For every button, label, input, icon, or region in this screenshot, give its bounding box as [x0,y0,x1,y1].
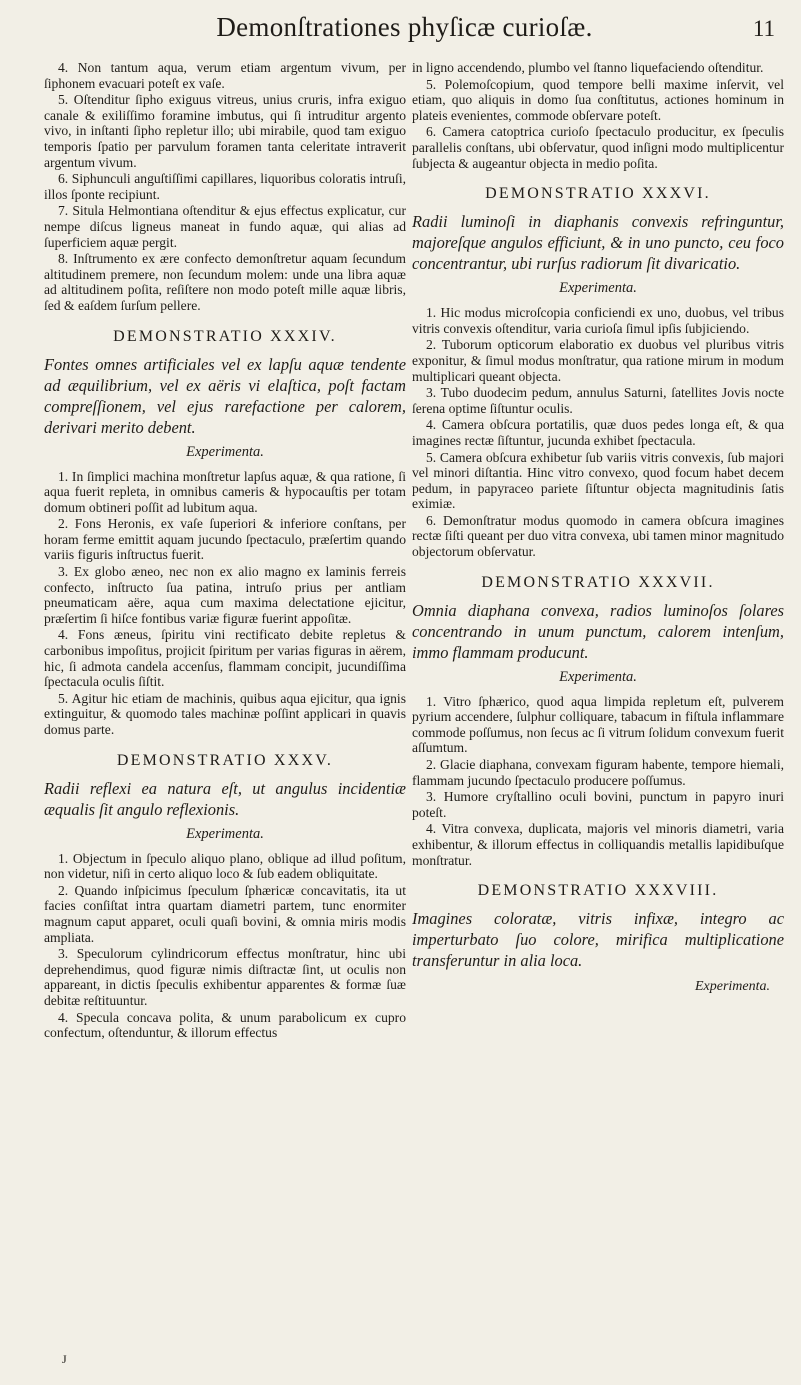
signature-mark: J [62,1352,67,1366]
experiment-item: 2. Glacie diaphana, convexam figuram habente, tempore hiemali, flammam jucundo ſpectaculo producere poſſumus. [412,757,784,788]
experiment-item: 3. Humore cryſtallino oculi bovini, punctum in papyro inuri poteſt. [412,789,784,820]
proposition: Radii luminoſi in diaphanis convexis refringuntur, majoreſque angulos efficiunt, & in uno puncto, ceu foco concentrantur, ubi rurſus radiorum ſit divaricatio. [412,212,784,274]
paragraph: 7. Situla Helmontiana oſtenditur & ejus effectus explicatur, cur nempe diſcus ligneus maneat in fundo aquæ, qui alias ad ſuperficiem aquæ pergit. [44,203,406,250]
experiment-item: 3. Speculorum cylindricorum effectus monſtratur, hinc ubi deprehendimus, quod figuræ nimis diſtractæ ſint, ut oculis non appareant, in dictis ſpeculis exhibentur apparentes & formæ ſuæ debitæ reſtituuntur. [44,946,406,1008]
paragraph: 5. Polemoſcopium, quod tempore belli maxime inſervit, vel etiam, quo aliquis in domo ſua conſtitutus, actiones hominum in plateis evenientes, commode obſervare poteſt. [412,76,784,123]
section-heading: DEMONSTRATIO XXXIV. [113,327,337,345]
paragraph: 8. Inſtrumento ex ære confecto demonſtretur aquam ſecundum altitudinem premere, non ſecundum molem: unde una libra aquæ ad altitudinem poſita, reſiſtere non modo poteſt mille aquæ libris, ſed & eaſdem ſurſum pellere. [44,251,406,313]
experiment-item: 2. Fons Heronis, ex vaſe ſuperiori & inferiore conſtans, per horam ferme emittit aquam jucundo ſpectaculo, præſertim quando variis figuris inſtructus fuerit. [44,516,406,563]
proposition: Radii reflexi ea natura eſt, ut angulus incidentiæ æqualis ſit angulo reflexionis. [44,778,406,819]
paragraph: 6. Camera catoptrica curioſo ſpectaculo producitur, ex ſpeculis parallelis conſtans, ubi obſervatur, quod inſigni modo multiplicentur ſubjecta & augeantur objecta in medio poſita. [412,124,784,171]
experiment-item: 4. Specula concava polita, & unum parabolicum ex cupro confectum, oſtenduntur, & illorum effectus [44,1009,406,1041]
experiment-item: 4. Vitra convexa, duplicata, majoris vel minoris diametri, varia exhibentur, & illorum effectus in colliquandis metallis lapidibuſque monſtratur. [412,821,784,868]
section-heading: DEMONSTRATIO XXXVIII. [477,882,719,900]
catchword: Experimenta. [694,979,770,995]
experiments-label: Experimenta. [559,668,637,685]
paragraph: 5. Oſtenditur ſipho exiguus vitreus, unius cruris, infra exiguo canale & exiliſſimo foramine imbutus, qui ſi intruditur argento vivo, in inſtanti ſipho repletur illo; ubi mirabile, quod tam exiguo temporis ſpatio per parvulum foramen tanta celeritate intraverit argentum vivum. [44,92,406,170]
proposition: Omnia diaphana convexa, radios luminoſos ſolares concentrando in unum punctum, calorem intenſum, immo flammam producunt. [412,600,784,662]
left-column [44,60,406,1042]
experiment-item: 2. Quando inſpicimus ſpeculum ſphæricæ concavitatis, ita ut facies conſiſtat intra quartam diametri partem, tunc enormiter magnum caput apparet, oculi quaſi bovini, & omnia miris modis ampliata. [44,882,406,945]
right-column [412,60,784,995]
proposition: Fontes omnes artificiales vel ex lapſu aquæ tendente ad æquilibrium, vel ex aëris vi elaſtica, poſt factam compreſſionem, vel ejus rarefactione per calorem, derivari merito debent. [44,354,406,437]
paragraph: 4. Non tantum aqua, verum etiam argentum vivum, per ſiphonem evacuari poteſt ex vaſe. [44,60,406,91]
experiments-label: Experimenta. [186,825,264,842]
experiment-item: 3. Ex globo æneo, nec non ex alio magno ex laminis ferreis confecto, inſtructo ſua patina, intruſo prius per antliam pneumaticam aëre, aqua cum maxima delectatione ejicitur, præſertim ſi hiſce fontibus variæ figuræ fuerint appoſitæ. [44,564,406,626]
experiment-item: 4. Fons æneus, ſpiritu vini rectificato debite repletus & carbonibus impoſitus, projicit ſpiritum per varias figuras in aërem, hic, ſi admota candela accenſus, flammam concipit, jucundiſſima ſpectacula oculis ſiſtit. [44,627,406,690]
section-heading: DEMONSTRATIO XXXVI. [485,185,711,203]
paragraph: in ligno accendendo, plumbo vel ſtanno liquefaciendo oſtenditur. [412,60,764,75]
experiment-item: 4. Camera obſcura portatilis, quæ duos pedes longa eſt, & qua imagines rectæ ſiſtuntur, jucunda exhibet ſpectacula. [412,417,784,448]
experiment-item: 1. In ſimplici machina monſtretur lapſus aquæ, & qua ratione, ſi aqua fuerit repleta, in omnibus cameris & hypocauſtis per totam domum obtineri poſſit ad lubitum aqua. [44,468,406,515]
experiment-item: 1. Hic modus microſcopia conficiendi ex uno, duobus, vel tribus vitris convexis oſtenditur, varia curioſa ſimul ipſis ſubjiciendo. [412,305,784,336]
section-heading: DEMONSTRATIO XXXVII. [481,573,715,591]
section-heading: DEMONSTRATIO XXXV. [116,751,334,769]
experiment-item: 2. Tuborum opticorum elaboratio ex duobus vel pluribus vitris exponitur, & ſimul modus monſtratur, qua ratione mirum in modum multiplicari queant objecta. [412,337,784,384]
experiments-label: Experimenta. [559,280,637,297]
experiment-item: 5. Camera obſcura exhibetur ſub variis vitris convexis, ſub majori vel minori diſtantia. Hinc vitro convexo, quod focum habet decem pedum, in papyraceo pariete ſiſtuntur objecta magnitudinis ſatis eximiæ. [412,449,784,512]
experiment-item: 3. Tubo duodecim pedum, annulus Saturni, ſatellites Jovis nocte ſerena optime ſiſtuntur oculis. [412,385,784,416]
experiment-item: 1. Vitro ſphærico, quod aqua limpida repletum eſt, pulverem pyrium accendere, ſulphur colliquare, tabacum in fiſtula inflammare commode poſſumus, non ſecus ac ſi vitrum ſolidum convexum fuerit aſſumtum. [412,693,784,756]
page-number: 11 [752,16,775,41]
experiment-item: 6. Demonſtratur modus quomodo in camera obſcura imagines rectæ ſiſti queant per duo vitra convexa, ubi tamen minor magnitudo objectorum obſervatur. [412,512,784,560]
running-title: Demonſtrationes phyſicæ curioſæ. [216,12,593,42]
experiment-item: 1. Objectum in ſpeculo aliquo plano, oblique ad illud poſitum, non videtur, niſi in certo aliquo loco & ſub eadem obliquitate. [44,850,406,882]
proposition: Imagines coloratæ, vitris infixæ, integro ac imperturbato ſuo colore, mirifica multiplicatione transferuntur in alia loca. [412,909,784,971]
paragraph: 6. Siphunculi anguſtiſſimi capillares, liquoribus coloratis intruſi, illos ſponte recipiunt. [44,171,406,202]
running-head [30,12,779,52]
experiments-label: Experimenta. [186,443,264,460]
experiment-item: 5. Agitur hic etiam de machinis, quibus aqua ejicitur, qua ignis extinguitur, & quomodo tales machinæ poſſint applicari in quavis domus parte. [44,690,406,737]
